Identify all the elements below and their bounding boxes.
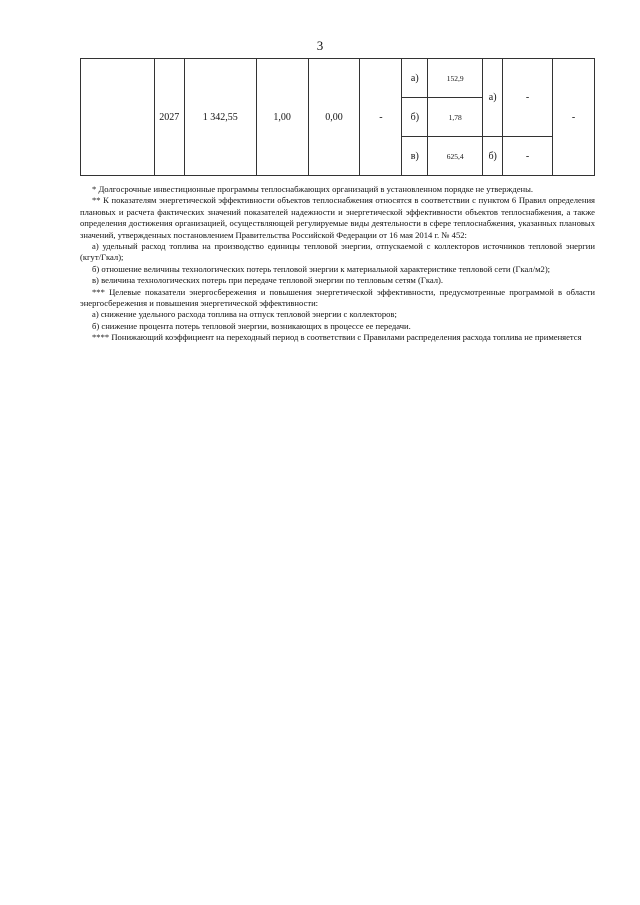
footnote-2b: б) отношение величины технологических потерь тепловой энергии к материальной характеристике тепловой сети (Гкал/м2); (92, 263, 551, 274)
sub-b-value: 1,78 (428, 98, 483, 137)
footnote-3: *** Целевые показатели энергосбережения и повышения энергетической эффективности, предусмотренные программой в области энергосбережения и повышения энергетической эффективности: (80, 286, 595, 309)
value4-cell: - (360, 59, 402, 176)
target-a-label: а) (483, 59, 503, 137)
footnote-3b: б) снижение процента потерь тепловой энергии, возникающих в процессе ее передачи. (92, 320, 411, 331)
sub-a-label: а) (402, 59, 428, 98)
value1-cell: 1 342,55 (184, 59, 256, 176)
footnote-1: * Долгосрочные инвестиционные программы теплоснабжающих организаций в установленном порядке не утверждены. (92, 184, 534, 194)
value2-cell: 1,00 (256, 59, 308, 176)
sub-v-value: 625,4 (428, 137, 483, 176)
footnotes (80, 184, 595, 344)
sub-b-label: б) (402, 98, 428, 137)
sub-v-label: в) (402, 137, 428, 176)
footnote-2a: а) удельный расход топлива на производство единицы тепловой энергии, отпускаемой с коллекторов источников тепловой энергии (кгут/Гкал); (80, 241, 595, 263)
page-number: 3 (316, 38, 324, 53)
target-b-label: б) (483, 137, 503, 176)
indicators-table (80, 58, 595, 176)
year-cell: 2027 (154, 59, 184, 176)
value3-cell: 0,00 (308, 59, 360, 176)
sub-a-value: 152,9 (428, 59, 483, 98)
footnote-3a: а) снижение удельного расхода топлива на отпуск тепловой энергии с коллекторов; (92, 309, 397, 320)
footnote-4: **** Понижающий коэффициент на переходный период в соответствии с Правилами распределения расхода топлива не применяется (92, 332, 582, 343)
target-a-value: - (503, 59, 553, 137)
empty-cell (81, 59, 155, 176)
footnote-2c: в) величина технологических потерь при передаче тепловой энергии по тепловым сетям (Гкал). (92, 275, 444, 286)
footnote-2: ** К показателям энергетической эффективности объектов теплоснабжения относятся в соответствии с пунктом 6 Правил определения плановых и расчета фактических значений показателей надежности и энергетической эффективности объектов теплоснабжения, а также определения достижения организацией, осуществляющей регулируемые виды деятельности в сфере теплоснабжения, указанных плановых значений, утвержденных постановлением Правительства Российской Федерации от 16 мая 2014 г. № 452: (80, 195, 595, 240)
target-b-value: - (503, 137, 553, 176)
last-value-cell: - (553, 59, 595, 176)
table-row (81, 59, 595, 98)
